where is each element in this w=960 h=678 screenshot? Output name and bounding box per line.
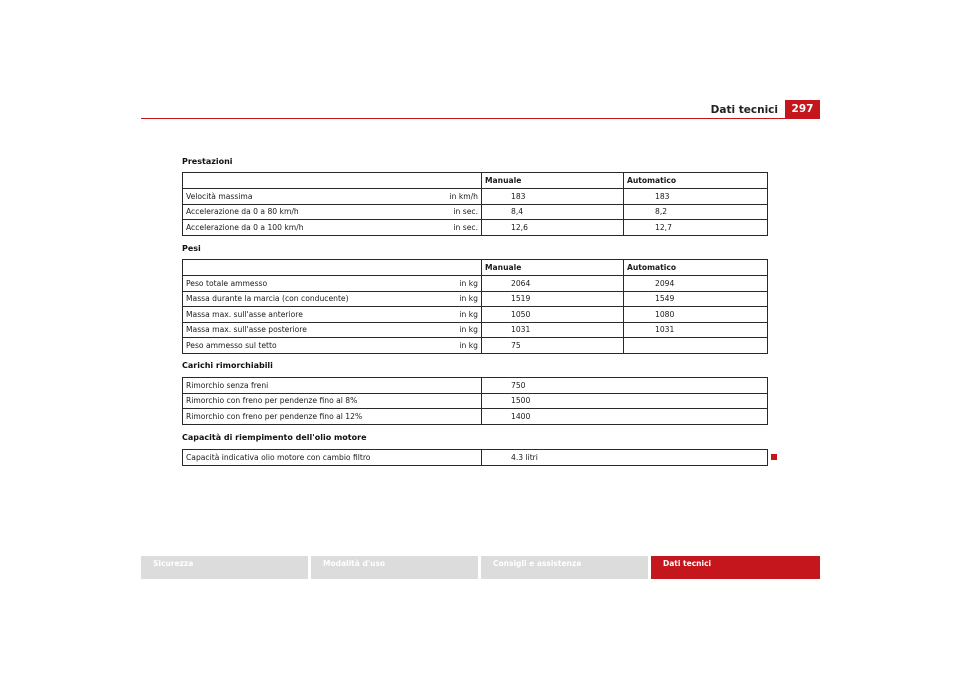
column-header-manuale: Manuale xyxy=(482,173,624,189)
table-row: Peso totale ammesso in kg 2064 2094 xyxy=(183,276,768,292)
section-title-olio: Capacità di riempimento dell'olio motore xyxy=(182,433,367,442)
footer-tab-dati-tecnici[interactable]: Dati tecnici xyxy=(651,556,820,579)
table-row: Velocità massima in km/h 183 183 xyxy=(183,189,768,205)
section-title-prestazioni: Prestazioni xyxy=(182,157,233,166)
table-olio xyxy=(182,449,768,466)
page-number: 297 xyxy=(785,100,820,119)
table-prestazioni xyxy=(182,172,768,236)
footer-tab-sicurezza[interactable]: Sicurezza xyxy=(141,556,308,579)
table-row: Massa durante la marcia (con conducente) in kg 1519 1549 xyxy=(183,291,768,307)
section-title-carichi: Carichi rimorchiabili xyxy=(182,361,273,370)
table-header-row xyxy=(183,260,768,276)
footer-tab-consigli-assistenza[interactable]: Consigli e assistenza xyxy=(481,556,648,579)
end-of-section-marker xyxy=(771,454,777,460)
table-row: Accelerazione da 0 a 80 km/h in sec. 8,4 8,2 xyxy=(183,204,768,220)
header-title: Dati tecnici xyxy=(710,104,778,116)
table-row: Capacità indicativa olio motore con cambio filtro 4.3 litri xyxy=(183,450,768,466)
footer-tab-modalita-uso[interactable]: Modalità d'uso xyxy=(311,556,478,579)
table-carichi xyxy=(182,377,768,425)
table-row: Massa max. sull'asse anteriore in kg 1050 1080 xyxy=(183,307,768,323)
table-row: Massa max. sull'asse posteriore in kg 1031 1031 xyxy=(183,322,768,338)
table-row: Peso ammesso sul tetto in kg 75 xyxy=(183,338,768,354)
table-row: Rimorchio con freno per pendenze fino al 8% 1500 xyxy=(183,393,768,409)
section-title-pesi: Pesi xyxy=(182,244,201,253)
column-header-automatico: Automatico xyxy=(624,260,768,276)
column-header-manuale: Manuale xyxy=(482,260,624,276)
footer-nav xyxy=(141,556,820,579)
table-row: Rimorchio con freno per pendenze fino al 12% 1400 xyxy=(183,409,768,425)
table-pesi xyxy=(182,259,768,354)
column-header-automatico: Automatico xyxy=(624,173,768,189)
table-row: Accelerazione da 0 a 100 km/h in sec. 12,6 12,7 xyxy=(183,220,768,236)
header-rule xyxy=(141,118,820,119)
table-row: Rimorchio senza freni 750 xyxy=(183,378,768,394)
table-header-row xyxy=(183,173,768,189)
